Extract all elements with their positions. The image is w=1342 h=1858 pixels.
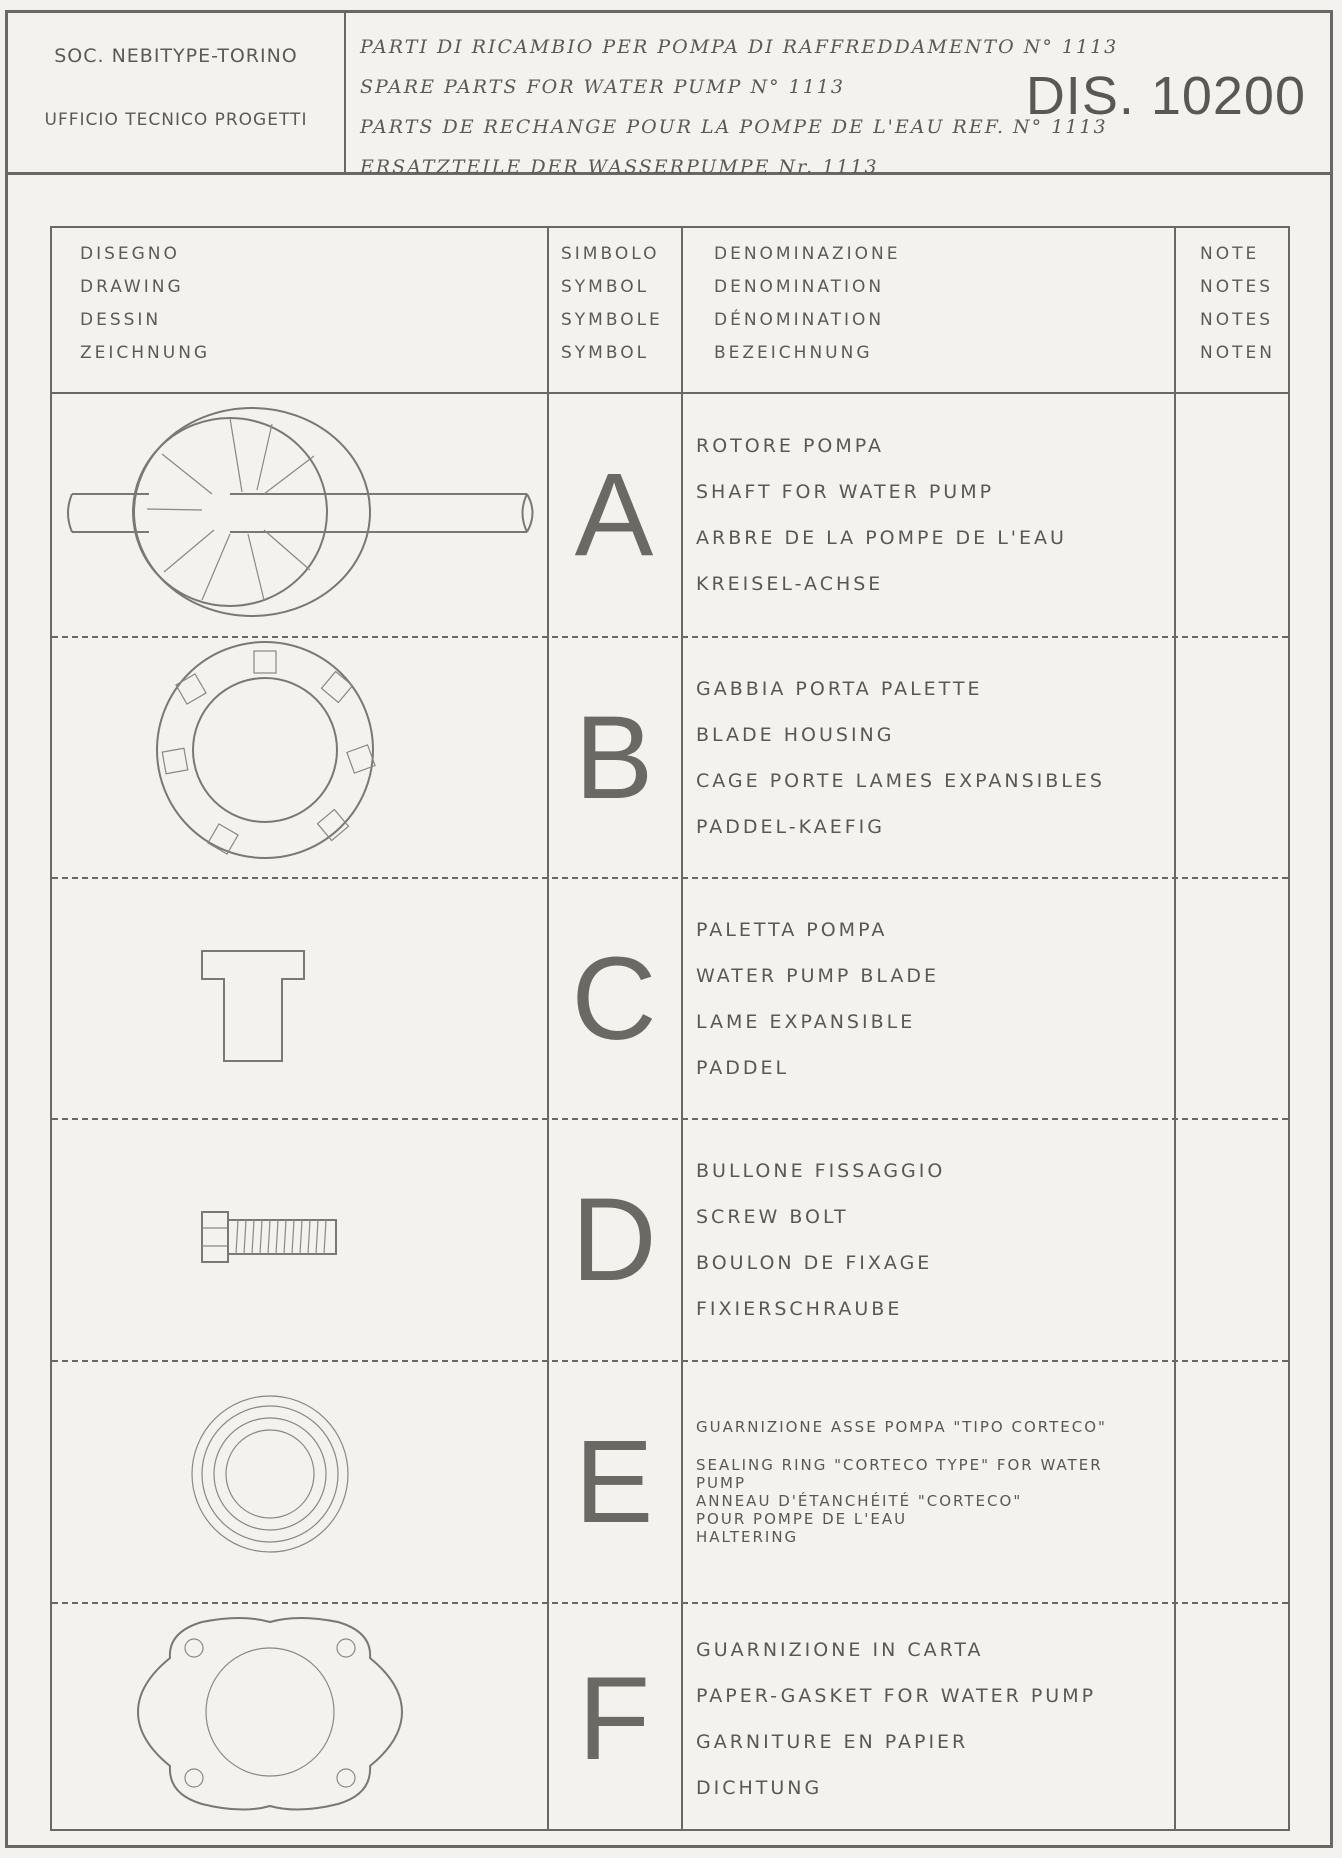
part-row-c bbox=[52, 879, 1288, 1118]
pump-blade-icon bbox=[52, 879, 547, 1118]
name-german: DICHTUNG bbox=[696, 1776, 823, 1799]
name-german: HALTERING bbox=[696, 1528, 799, 1546]
name-french-cont: POUR POMPE DE L'EAU bbox=[696, 1510, 908, 1528]
title-german: ERSATZTEILE DER WASSERPUMPE Nr. 1113 bbox=[360, 156, 879, 178]
name-english: SHAFT FOR WATER PUMP bbox=[696, 481, 995, 503]
blade-housing-icon bbox=[52, 638, 547, 877]
part-denomination bbox=[696, 879, 1141, 1118]
header-label: DENOMINAZIONE bbox=[714, 244, 901, 264]
header-label: SYMBOL bbox=[561, 277, 650, 297]
header-label: NOTE bbox=[1200, 244, 1260, 264]
title-english: SPARE PARTS FOR WATER PUMP N° 1113 bbox=[360, 76, 845, 98]
header-label: BEZEICHNUNG bbox=[714, 343, 873, 363]
column-header-symbol bbox=[561, 238, 663, 370]
pump-rotor-shaft-icon bbox=[52, 394, 547, 636]
name-italian: GUARNIZIONE IN CARTA bbox=[696, 1638, 984, 1661]
name-english-cont: PUMP bbox=[696, 1474, 747, 1492]
company-block bbox=[8, 13, 346, 172]
header-label: DESSIN bbox=[80, 310, 162, 330]
part-denomination bbox=[696, 1362, 1141, 1602]
header-label: NOTES bbox=[1200, 277, 1274, 297]
part-symbol: D bbox=[571, 1174, 657, 1306]
name-italian: GUARNIZIONE ASSE POMPA "TIPO CORTECO" bbox=[696, 1418, 1107, 1436]
part-symbol: C bbox=[571, 932, 657, 1065]
name-english: PAPER-GASKET FOR WATER PUMP bbox=[696, 1684, 1097, 1707]
header-label: DENOMINATION bbox=[714, 277, 885, 297]
title-italian: PARTI DI RICAMBIO PER POMPA DI RAFFREDDAMENTO N° 1113 bbox=[360, 36, 1119, 58]
column-header-drawing bbox=[80, 238, 210, 370]
part-row-d bbox=[52, 1120, 1288, 1360]
drawing-number: DIS. 10200 bbox=[1025, 66, 1306, 126]
name-english: BLADE HOUSING bbox=[696, 723, 895, 746]
screw-bolt-icon bbox=[52, 1120, 547, 1360]
part-denomination bbox=[696, 1604, 1141, 1833]
part-row-a bbox=[52, 394, 1288, 636]
parts-table bbox=[50, 226, 1290, 1831]
part-row-f bbox=[52, 1604, 1288, 1833]
name-german: PADDEL bbox=[696, 1056, 790, 1079]
header-label: SYMBOLE bbox=[561, 310, 663, 330]
header-label: DISEGNO bbox=[80, 244, 180, 264]
title-french: PARTS DE RECHANGE POUR LA POMPE DE L'EAU REF. N° 1113 bbox=[360, 116, 1108, 138]
name-italian: BULLONE FISSAGGIO bbox=[696, 1160, 946, 1182]
office-name: UFFICIO TECNICO PROGETTI bbox=[44, 110, 308, 130]
name-english: SCREW BOLT bbox=[696, 1206, 849, 1228]
column-header-notes bbox=[1200, 238, 1275, 370]
paper-gasket-icon bbox=[52, 1604, 547, 1833]
part-symbol: F bbox=[577, 1652, 651, 1785]
name-italian: ROTORE POMPA bbox=[696, 435, 885, 457]
name-english: SEALING RING "CORTECO TYPE" FOR WATER bbox=[696, 1456, 1103, 1474]
part-row-b bbox=[52, 638, 1288, 877]
name-french: CAGE PORTE LAMES EXPANSIBLES bbox=[696, 769, 1105, 792]
name-italian: GABBIA PORTA PALETTE bbox=[696, 677, 983, 700]
name-french: LAME EXPANSIBLE bbox=[696, 1010, 916, 1033]
header-label: ZEICHNUNG bbox=[80, 343, 211, 363]
header-label: SYMBOL bbox=[561, 343, 650, 363]
company-name: SOC. NEBITYPE-TORINO bbox=[54, 45, 298, 67]
title-lines bbox=[360, 27, 1119, 187]
header-label: NOTEN bbox=[1200, 343, 1275, 363]
part-denomination bbox=[696, 1120, 1141, 1360]
header-label: SIMBOLO bbox=[561, 244, 660, 264]
name-french: ANNEAU D'ÉTANCHÉITÉ "CORTECO" bbox=[696, 1492, 1023, 1510]
name-german: FIXIERSCHRAUBE bbox=[696, 1298, 903, 1320]
part-denomination bbox=[696, 638, 1141, 877]
title-block bbox=[8, 13, 1330, 178]
drawing-sheet bbox=[5, 10, 1333, 1848]
name-french: ARBRE DE LA POMPE DE L'EAU bbox=[696, 527, 1067, 549]
name-french: GARNITURE EN PAPIER bbox=[696, 1730, 969, 1753]
name-french: BOULON DE FIXAGE bbox=[696, 1252, 933, 1274]
sealing-ring-icon bbox=[52, 1362, 547, 1602]
part-row-e bbox=[52, 1362, 1288, 1602]
part-symbol: B bbox=[574, 691, 654, 824]
header-label: DRAWING bbox=[80, 277, 184, 297]
name-italian: PALETTA POMPA bbox=[696, 918, 888, 941]
name-english: WATER PUMP BLADE bbox=[696, 964, 940, 987]
column-header-denomination bbox=[714, 238, 900, 370]
name-german: KREISEL-ACHSE bbox=[696, 573, 884, 595]
name-german: PADDEL-KAEFIG bbox=[696, 815, 885, 838]
header-label: DÉNOMINATION bbox=[714, 310, 885, 330]
header-label: NOTES bbox=[1200, 310, 1274, 330]
part-symbol: A bbox=[574, 449, 654, 581]
part-denomination bbox=[696, 394, 1141, 636]
part-symbol: E bbox=[574, 1416, 654, 1548]
